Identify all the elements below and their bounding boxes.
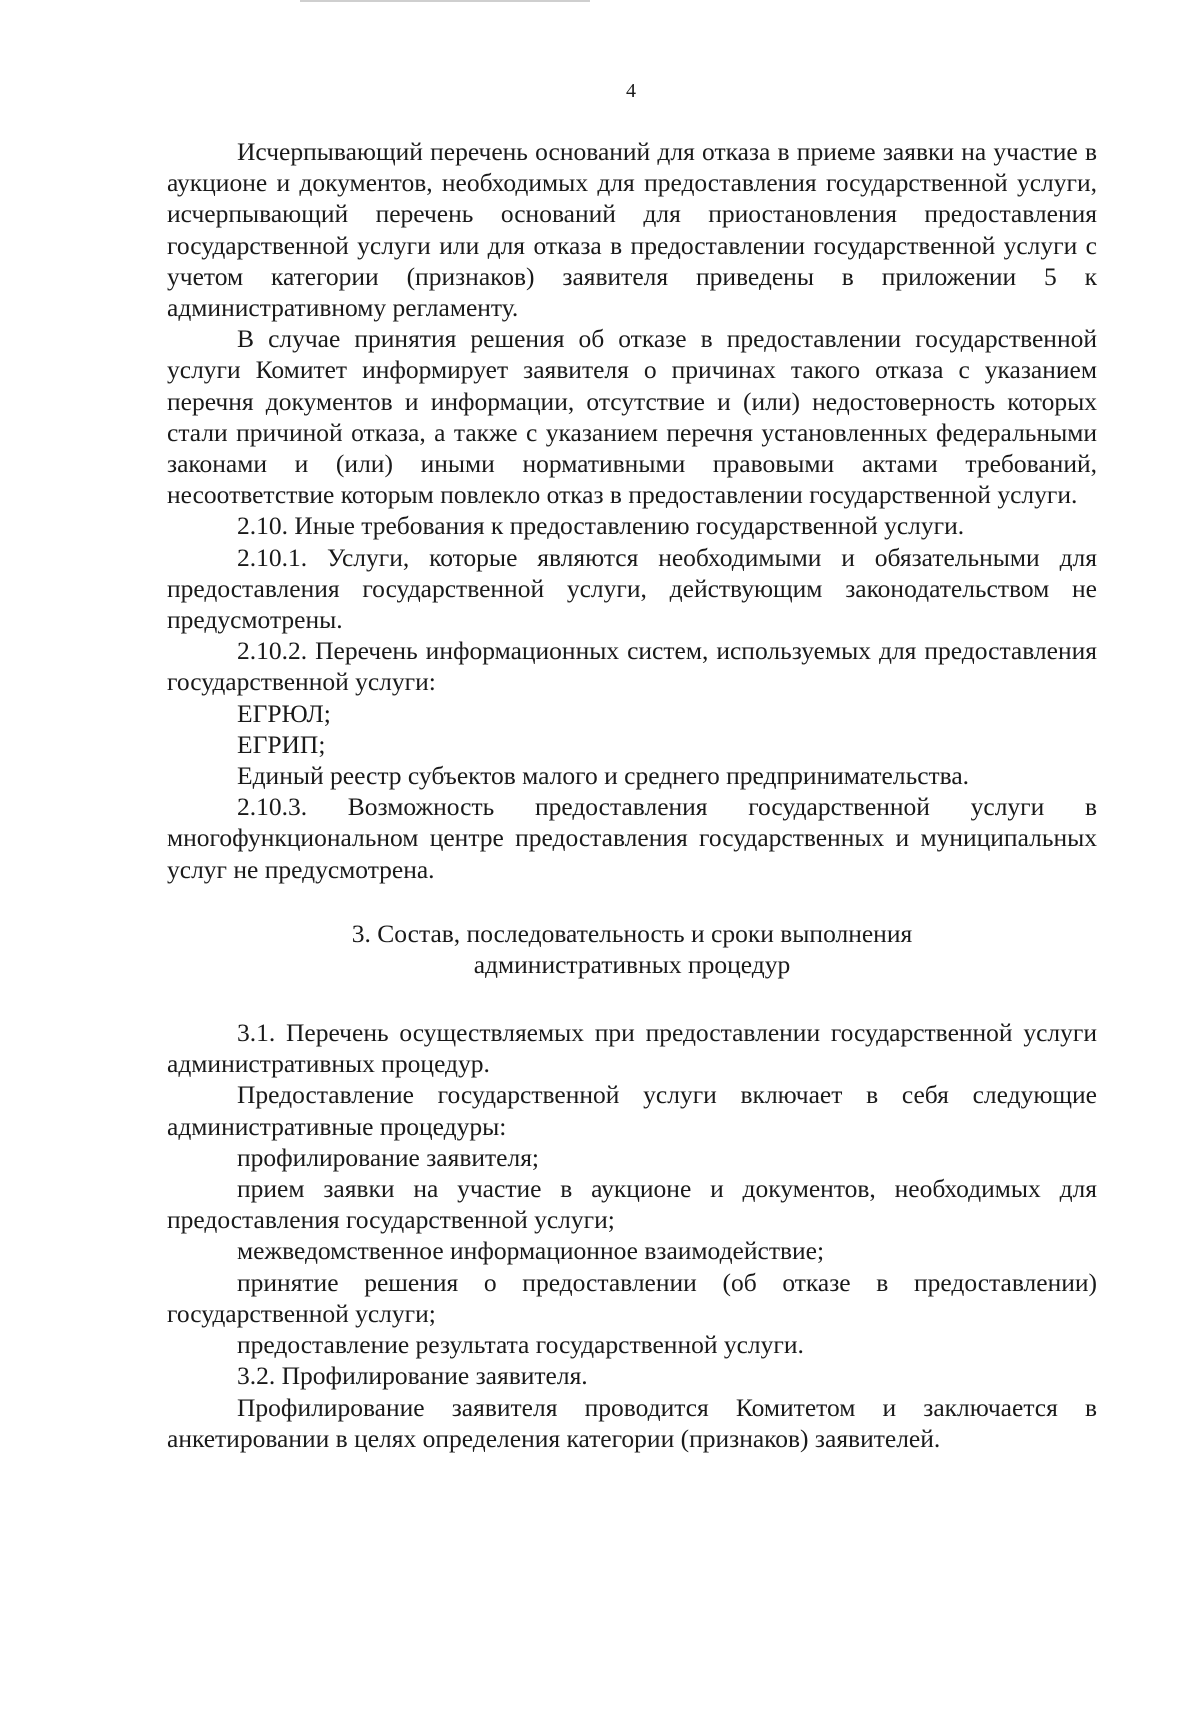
paragraph-3-2: 3.2. Профилирование заявителя. <box>237 1361 588 1391</box>
paragraph-procedures-intro: Предоставление государственной услуги включает в себя следующие административные процедуры: <box>167 1080 1097 1141</box>
list-item-result: предоставление результата государственной услуги. <box>237 1330 804 1360</box>
list-item-decision: принятие решения о предоставлении (об отказе в предоставлении) государственной услуги; <box>167 1267 1097 1328</box>
paragraph-refusal-grounds: Исчерпывающий перечень оснований для отказа в приеме заявки на участие в аукционе и документов, необходимых для предоставления государственной услуги, исчерпывающий перечень оснований для приостановления предоставления государственной услуги или для отказа в предоставлении государственной услуги с учетом категории (признаков) заявителя приведены в приложении 5 к административному регламенту. <box>167 137 1097 323</box>
paragraph-refusal-decision: В случае принятия решения об отказе в предоставлении государственной услуги Комитет информирует заявителя о причинах такого отказа с указанием перечня документов и информации, отсутствие и (или) недостоверность которых стали причиной отказа, а также с указанием перечня установленных федеральными законами и (или) иными нормативными правовыми актами требований, несоответствие которым повлекло отказ в предоставлении государственной услуги. <box>167 324 1097 510</box>
section-heading <box>167 918 1097 981</box>
document-body <box>167 136 1097 1454</box>
paragraph-2-10-1: 2.10.1. Услуги, которые являются необходимыми и обязательными для предоставления государственной услуги, действующим законодательством не предусмотрены. <box>167 542 1097 635</box>
list-item-egrip: ЕГРИП; <box>237 729 326 759</box>
list-item-interagency: межведомственное информационное взаимодействие; <box>237 1236 825 1266</box>
list-item-egrul: ЕГРЮЛ; <box>237 698 331 728</box>
paragraph-3-1: 3.1. Перечень осуществляемых при предоставлении государственной услуги административных процедур. <box>167 1018 1097 1079</box>
scan-edge-mark <box>300 0 590 2</box>
list-item-application-intake: прием заявки на участие в аукционе и документов, необходимых для предоставления государственной услуги; <box>167 1174 1097 1235</box>
page-number: 4 <box>626 80 636 102</box>
section-heading-line-2: административных процедур <box>473 950 791 980</box>
list-item-sme-registry: Единый реестр субъектов малого и среднего предпринимательства. <box>237 761 970 791</box>
list-item-profiling: профилирование заявителя; <box>237 1142 540 1172</box>
paragraph-profiling-description: Профилирование заявителя проводится Комитетом и заключается в анкетировании в целях определения категории (признаков) заявителей. <box>167 1392 1097 1453</box>
paragraph-2-10-2: 2.10.2. Перечень информационных систем, используемых для предоставления государственной услуги: <box>167 636 1097 697</box>
section-heading-line-1: 3. Состав, последовательность и сроки выполнения <box>351 918 913 948</box>
paragraph-2-10-3: 2.10.3. Возможность предоставления государственной услуги в многофункциональном центре предоставления государственных и муниципальных услуг не предусмотрена. <box>167 792 1097 884</box>
paragraph-2-10: 2.10. Иные требования к предоставлению государственной услуги. <box>237 511 965 541</box>
